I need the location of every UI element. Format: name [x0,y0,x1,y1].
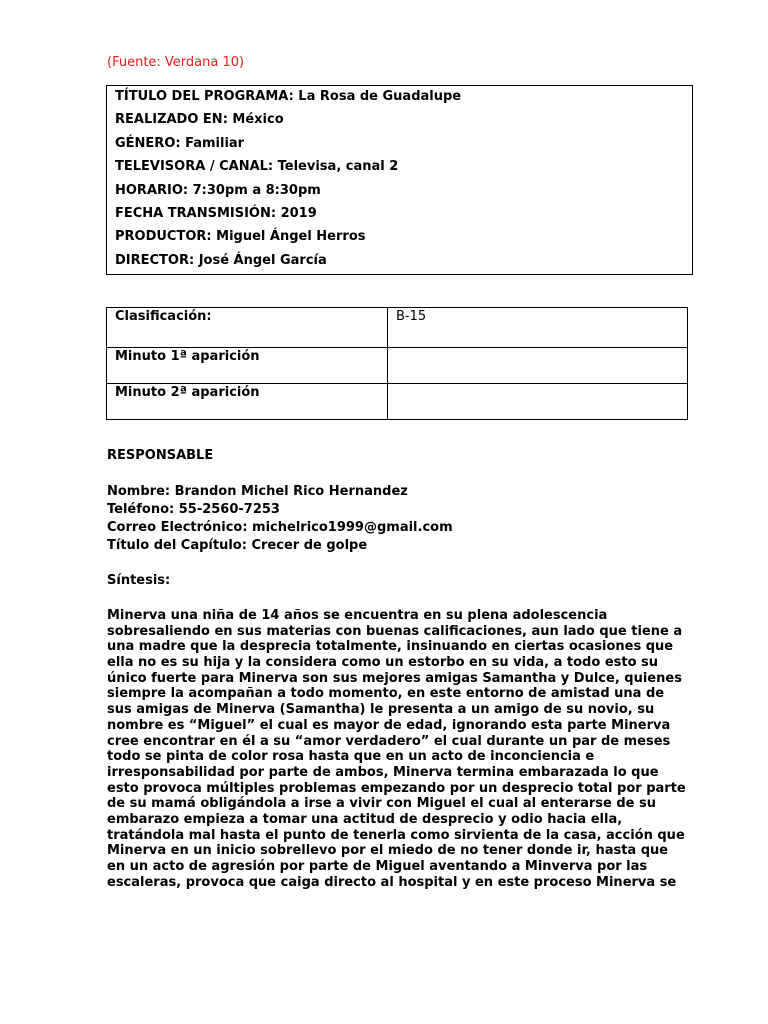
second-appearance-value [388,384,688,420]
synopsis-line: embarazo empieza a tomar una actitud de desprecio y odio hacia ella, [107,811,623,827]
synopsis-line: en un acto de agresión por parte de Miguel aventando a Minverva por las [107,859,648,874]
program-producer-line: PRODUCTOR: Miguel Ángel Herros [115,229,366,245]
table-row [107,308,688,348]
synopsis-line: esto provoca múltiples problemas empezando por un desprecio total por parte [107,780,686,796]
synopsis-line: sus amigas de Minerva (Samantha) le presenta a un amigo de su novio, su [107,702,655,718]
first-appearance-label: Minuto 1ª aparición [107,348,388,384]
synopsis-line: escaleras, provoca que caiga directo al hospital y en este proceso Minerva se [107,874,677,890]
program-country-line: REALIZADO EN: México [115,112,284,128]
synopsis-line: irresponsabilidad por parte de ambos, Minerva termina embarazada lo que [107,764,659,780]
table-row [107,348,688,384]
program-schedule-line: HORARIO: 7:30pm a 8:30pm [115,182,321,198]
synopsis-line: único fuerte para Minerva son sus mejores amigas Samantha y Dulce, quienes [107,670,682,686]
table-row [107,384,688,420]
second-appearance-label: Minuto 2ª aparición [107,384,388,420]
program-genre-line: GÉNERO: Familiar [115,135,245,151]
synopsis-heading: Síntesis: [107,573,171,588]
classification-table [106,307,688,420]
program-title-line: TÍTULO DEL PROGRAMA: La Rosa de Guadalupe [115,89,462,104]
classification-label: Clasificación: [107,308,388,348]
synopsis-line: siempre la acompañan a todo momento, en este entorno de amistad una de [107,686,665,702]
synopsis-paragraph [107,608,707,890]
program-date-line: FECHA TRANSMISIÓN: 2019 [115,205,317,221]
synopsis-line: ella no es su hija y la considera como un estorbo en su vida, a todo esto su [107,655,659,671]
synopsis-line: tratándola mal hasta el punto de tenerla como sirvienta de la casa, acción que [107,827,685,843]
program-channel-line: TELEVISORA / CANAL: Televisa, canal 2 [115,159,399,175]
synopsis-line: una madre que la desprecia totalmente, insinuando en ciertas ocasiones que [107,639,674,655]
contact-name: Nombre: Brandon Michel Rico Hernandez [107,484,408,499]
synopsis-line: Minerva una niña de 14 años se encuentra en su plena adolescencia [107,608,608,623]
program-info-box [106,85,693,275]
contact-block [107,483,707,555]
program-director-line: DIRECTOR: José Ángel García [115,252,327,268]
synopsis-line: sobresaliendo en sus materias con buenas calificaciones, aun lado que tiene a [107,623,683,639]
chapter-title: Título del Capítulo: Crecer de golpe [107,538,368,553]
contact-email: Correo Electrónico: michelrico1999@gmail.com [107,520,453,535]
synopsis-line: de su mamá obligándola a irse a vivir con Miguel el cual al enterarse de su [107,796,657,812]
synopsis-line: Minerva en un inicio sobrellevo por el miedo de no tener donde ir, hasta que [107,843,669,859]
contact-phone: Teléfono: 55-2560-7253 [107,502,280,517]
first-appearance-value [388,348,688,384]
synopsis-line: cree encontrar en él a su “amor verdadero” el cual durante un par de meses [107,733,671,749]
font-note: (Fuente: Verdana 10) [107,55,245,70]
synopsis-line: todo se pinta de color rosa hasta que en un acto de inconciencia e [107,749,595,765]
synopsis-line: nombre es “Miguel” el cual es mayor de edad, ignorando esta parte Minerva [107,717,671,733]
responsible-heading: RESPONSABLE [107,448,214,463]
classification-value: B-15 [388,308,688,348]
